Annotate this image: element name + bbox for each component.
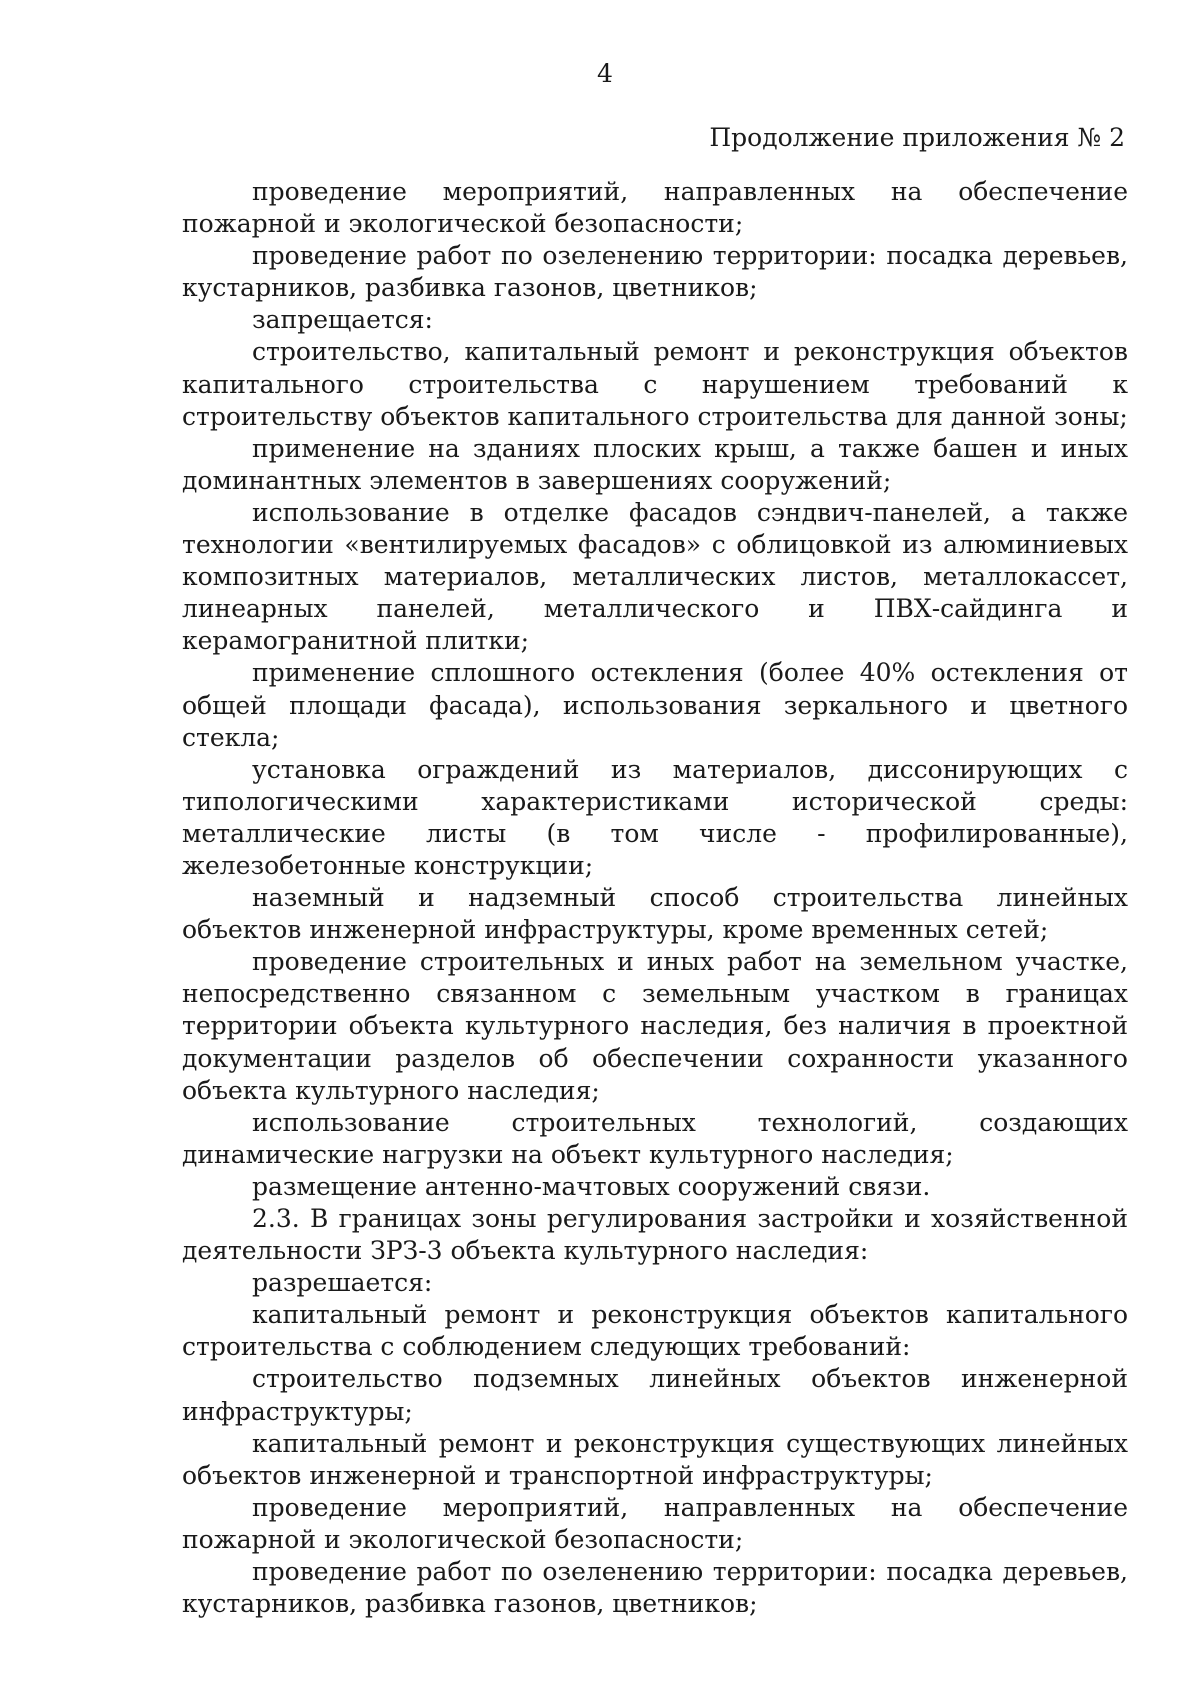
paragraph-existing-infrastructure: капитальный ремонт и реконструкция существующих линейных объектов инженерной и транспортной инфраструктуры;	[182, 1428, 1128, 1490]
appendix-continuation-note: Продолжение приложения № 2	[709, 123, 1125, 152]
paragraph-capital-repair: капитальный ремонт и реконструкция объектов капитального строительства с соблюдением следующих требований:	[182, 1300, 1128, 1362]
paragraph-flat-roofs: применение на зданиях плоских крыш, а также башен и иных доминантных элементов в завершениях сооружений;	[182, 433, 1128, 495]
paragraph-underground-objects: строительство подземных линейных объектов инженерной инфраструктуры;	[182, 1364, 1128, 1426]
paragraph-section-2-3: 2.3. В границах зоны регулирования застройки и хозяйственной деятельности ЗРЗ-3 объекта культурного наследия:	[182, 1204, 1128, 1266]
paragraph-glazing: применение сплошного остекления (более 40% остекления от общей площади фасада), использования зеркального и цветного стекла;	[182, 658, 1128, 752]
paragraph-landscaping-2: проведение работ по озеленению территории: посадка деревьев, кустарников, разбивка газонов, цветников;	[182, 1557, 1128, 1619]
paragraph-allowed-heading: разрешается:	[252, 1268, 433, 1298]
paragraph-linear-objects: наземный и надземный способ строительства линейных объектов инженерной инфраструктуры, кроме временных сетей;	[182, 883, 1128, 945]
page-number: 4	[597, 59, 613, 88]
document-body	[182, 176, 1128, 1620]
paragraph-fencing: установка ограждений из материалов, диссонирующих с типологическими характеристиками исторической среды: металлические листы (в том числе - профилированные), железобетонные конструкции;	[182, 754, 1128, 880]
paragraph-construction-violations: строительство, капитальный ремонт и реконструкция объектов капитального строительства с нарушением требований к строительству объектов капитального строительства для данной зоны;	[182, 337, 1128, 431]
paragraph-dynamic-loads: использование строительных технологий, создающих динамические нагрузки на объект культурного наследия;	[182, 1107, 1128, 1169]
paragraph-works-on-land: проведение строительных и иных работ на земельном участке, непосредственно связанном с земельным участком в границах территории объекта культурного наследия, без наличия в проектной документации разделов об обеспечении сохранности указанного объекта культурного наследия;	[182, 947, 1128, 1105]
paragraph-landscaping: проведение работ по озеленению территории: посадка деревьев, кустарников, разбивка газонов, цветников;	[182, 241, 1128, 303]
paragraph-antenna-masts: размещение антенно-мачтовых сооружений связи.	[252, 1171, 931, 1201]
paragraph-fire-ecology-safety: проведение мероприятий, направленных на обеспечение пожарной и экологической безопасности;	[182, 177, 1128, 239]
paragraph-fire-ecology-safety-2: проведение мероприятий, направленных на обеспечение пожарной и экологической безопасности;	[182, 1492, 1128, 1554]
paragraph-facade-materials: использование в отделке фасадов сэндвич-панелей, а также технологии «вентилируемых фасадов» с облицовкой из алюминиевых композитных материалов, металлических листов, металлокассет, линеарных панелей, металлического и ПВХ-сайдинга и керамогранитной плитки;	[182, 497, 1128, 656]
paragraph-prohibited-heading: запрещается:	[252, 305, 433, 335]
